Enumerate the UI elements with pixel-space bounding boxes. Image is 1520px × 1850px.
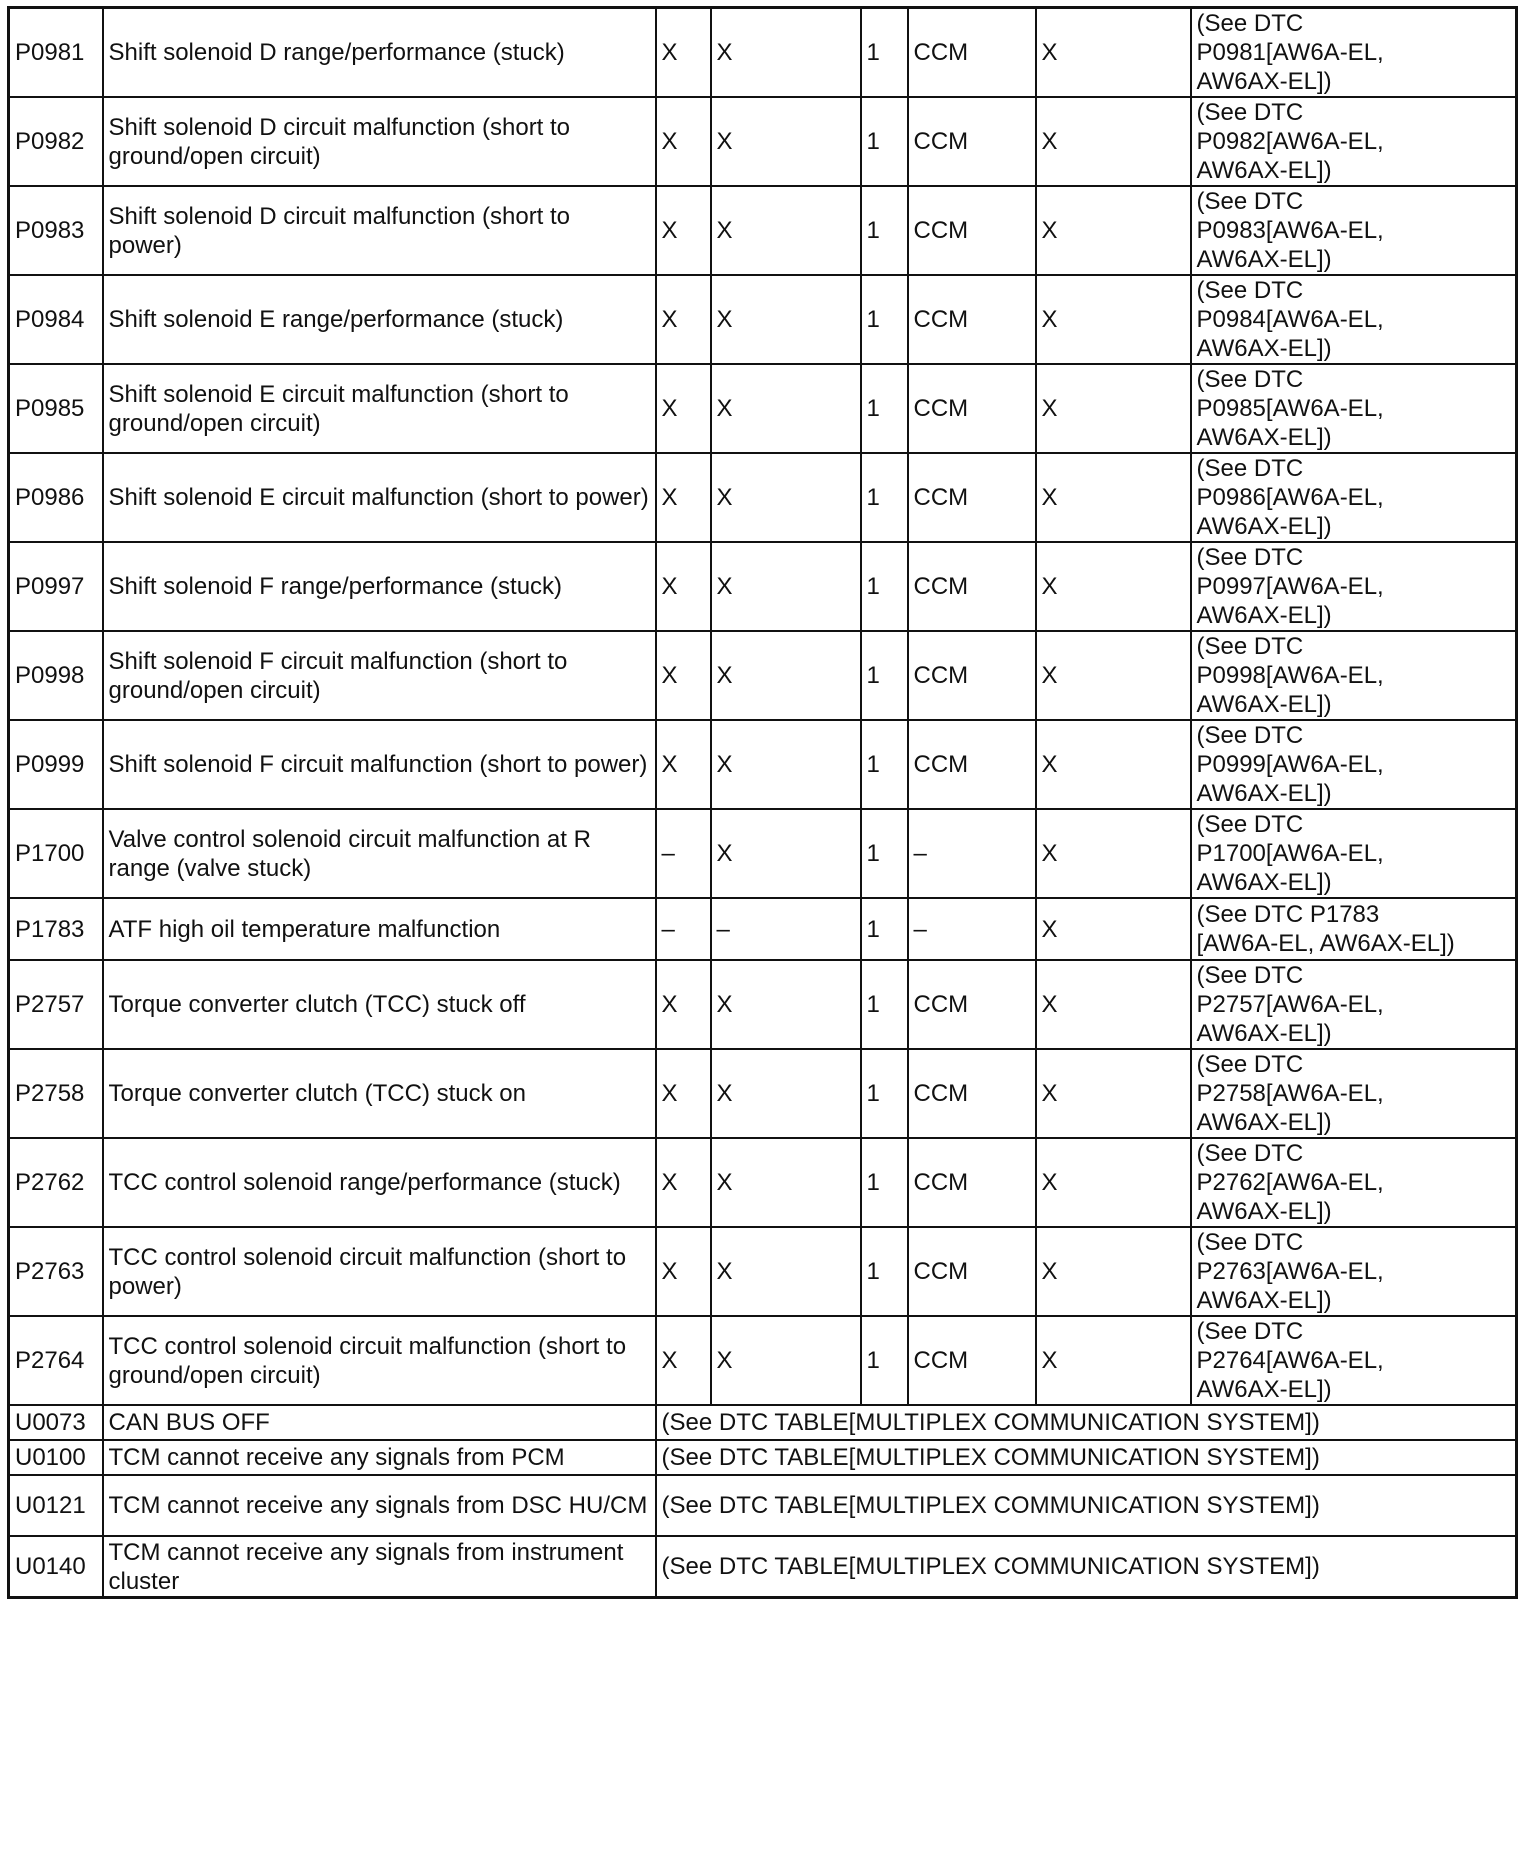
reference-line: P0983[AW6A-EL,: [1196, 217, 1384, 244]
flag-cell: –: [711, 898, 861, 960]
flag-cell: X: [656, 1316, 711, 1405]
dtc-code: U0140: [9, 1536, 103, 1598]
reference-line: (See DTC: [1196, 811, 1304, 838]
reference-line: AW6AX-EL]): [1196, 1198, 1332, 1225]
dtc-description: Torque converter clutch (TCC) stuck on: [103, 1049, 656, 1138]
dtc-code: P1783: [9, 898, 103, 960]
dtc-description: Shift solenoid E circuit malfunction (short to ground/open circuit): [103, 364, 656, 453]
reference-note: [1191, 542, 1517, 631]
flag-cell: X: [656, 720, 711, 809]
reference-line: (See DTC: [1196, 962, 1304, 989]
flag-cell: X: [711, 1316, 861, 1405]
dtc-description: TCC control solenoid range/performance (stuck): [103, 1138, 656, 1227]
table-row: [9, 1475, 1517, 1536]
table-row: [9, 453, 1517, 542]
monitor-item: CCM: [908, 8, 1036, 98]
flag-cell: X: [711, 960, 861, 1049]
reference-line: P2757[AW6A-EL,: [1196, 991, 1384, 1018]
table-row: [9, 809, 1517, 898]
flag-cell: X: [711, 275, 861, 364]
flag-cell: X: [711, 1049, 861, 1138]
flag-cell: X: [656, 1138, 711, 1227]
reference-note: [1191, 1049, 1517, 1138]
reference-line: P0999[AW6A-EL,: [1196, 751, 1384, 778]
table-row: [9, 97, 1517, 186]
trip-count: 1: [861, 453, 908, 542]
dtc-description: Shift solenoid D circuit malfunction (short to power): [103, 186, 656, 275]
dtc-code: P0999: [9, 720, 103, 809]
dtc-code: P0984: [9, 275, 103, 364]
dtc-code: U0073: [9, 1405, 103, 1440]
flag-cell: X: [1036, 1138, 1191, 1227]
monitor-item: CCM: [908, 542, 1036, 631]
reference-note: [1191, 8, 1517, 98]
reference-line: (See DTC: [1196, 1229, 1304, 1256]
monitor-item: CCM: [908, 275, 1036, 364]
reference-note: [1191, 97, 1517, 186]
flag-cell: X: [711, 186, 861, 275]
reference-line: AW6AX-EL]): [1196, 602, 1332, 629]
flag-cell: X: [1036, 364, 1191, 453]
monitor-item: CCM: [908, 186, 1036, 275]
trip-count: 1: [861, 809, 908, 898]
dtc-code: U0121: [9, 1475, 103, 1536]
reference-line: AW6AX-EL]): [1196, 1287, 1332, 1314]
trip-count: 1: [861, 898, 908, 960]
reference-line: P2764[AW6A-EL,: [1196, 1347, 1384, 1374]
dtc-code: P0981: [9, 8, 103, 98]
dtc-code: P1700: [9, 809, 103, 898]
reference-line: P2762[AW6A-EL,: [1196, 1169, 1384, 1196]
table-row: [9, 1536, 1517, 1598]
reference-line: AW6AX-EL]): [1196, 68, 1332, 95]
flag-cell: X: [1036, 186, 1191, 275]
trip-count: 1: [861, 542, 908, 631]
reference-line: P0984[AW6A-EL,: [1196, 306, 1384, 333]
dtc-code: P0982: [9, 97, 103, 186]
reference-note: [1191, 1138, 1517, 1227]
flag-cell: X: [711, 720, 861, 809]
table-row: [9, 720, 1517, 809]
table-row: [9, 1440, 1517, 1475]
reference-line: P2758[AW6A-EL,: [1196, 1080, 1384, 1107]
reference-line: P0985[AW6A-EL,: [1196, 395, 1384, 422]
flag-cell: X: [1036, 960, 1191, 1049]
table-row: [9, 1227, 1517, 1316]
dtc-code: P0985: [9, 364, 103, 453]
monitor-item: CCM: [908, 720, 1036, 809]
dtc-code: P2763: [9, 1227, 103, 1316]
dtc-code: P2757: [9, 960, 103, 1049]
dtc-code: P0986: [9, 453, 103, 542]
flag-cell: X: [1036, 542, 1191, 631]
dtc-code: P2758: [9, 1049, 103, 1138]
flag-cell: X: [711, 542, 861, 631]
flag-cell: X: [1036, 97, 1191, 186]
dtc-code: P0997: [9, 542, 103, 631]
table-row: [9, 1316, 1517, 1405]
flag-cell: X: [656, 364, 711, 453]
flag-cell: X: [1036, 898, 1191, 960]
flag-cell: X: [656, 631, 711, 720]
reference-note: [1191, 898, 1517, 960]
flag-cell: X: [711, 364, 861, 453]
reference-line: AW6AX-EL]): [1196, 246, 1332, 273]
dtc-description: Valve control solenoid circuit malfunction at R range (valve stuck): [103, 809, 656, 898]
trip-count: 1: [861, 1138, 908, 1227]
dtc-description: TCC control solenoid circuit malfunction (short to ground/open circuit): [103, 1316, 656, 1405]
monitor-item: CCM: [908, 364, 1036, 453]
dtc-code: P0983: [9, 186, 103, 275]
table-row: [9, 960, 1517, 1049]
reference-line: (See DTC: [1196, 455, 1304, 482]
monitor-item: CCM: [908, 1227, 1036, 1316]
reference-note: (See DTC TABLE[MULTIPLEX COMMUNICATION SYSTEM]): [656, 1440, 1517, 1475]
table-row: [9, 542, 1517, 631]
flag-cell: X: [1036, 275, 1191, 364]
monitor-item: –: [908, 898, 1036, 960]
reference-line: P0982[AW6A-EL,: [1196, 128, 1384, 155]
reference-line: P0986[AW6A-EL,: [1196, 484, 1384, 511]
reference-note: [1191, 1316, 1517, 1405]
reference-line: (See DTC: [1196, 277, 1304, 304]
reference-line: P1700[AW6A-EL,: [1196, 840, 1384, 867]
dtc-table-body: [9, 8, 1517, 1598]
dtc-description: Shift solenoid D range/performance (stuck): [103, 8, 656, 98]
trip-count: 1: [861, 1049, 908, 1138]
reference-line: AW6AX-EL]): [1196, 1376, 1332, 1403]
table-row: [9, 1405, 1517, 1440]
reference-note: [1191, 186, 1517, 275]
flag-cell: X: [1036, 720, 1191, 809]
dtc-description: Shift solenoid F circuit malfunction (short to power): [103, 720, 656, 809]
flag-cell: X: [1036, 809, 1191, 898]
flag-cell: X: [711, 809, 861, 898]
reference-note: [1191, 364, 1517, 453]
flag-cell: X: [711, 97, 861, 186]
flag-cell: X: [1036, 1316, 1191, 1405]
dtc-description: CAN BUS OFF: [103, 1405, 656, 1440]
dtc-description: ATF high oil temperature malfunction: [103, 898, 656, 960]
monitor-item: CCM: [908, 453, 1036, 542]
monitor-item: CCM: [908, 631, 1036, 720]
flag-cell: X: [656, 97, 711, 186]
monitor-item: –: [908, 809, 1036, 898]
reference-line: AW6AX-EL]): [1196, 335, 1332, 362]
trip-count: 1: [861, 720, 908, 809]
flag-cell: X: [656, 1227, 711, 1316]
reference-line: [AW6A-EL, AW6AX-EL]): [1196, 930, 1455, 957]
reference-line: (See DTC: [1196, 722, 1304, 749]
flag-cell: X: [711, 453, 861, 542]
dtc-description: TCC control solenoid circuit malfunction (short to power): [103, 1227, 656, 1316]
dtc-code: P2764: [9, 1316, 103, 1405]
flag-cell: X: [1036, 631, 1191, 720]
flag-cell: –: [656, 898, 711, 960]
flag-cell: –: [656, 809, 711, 898]
dtc-description: Shift solenoid E circuit malfunction (short to power): [103, 453, 656, 542]
dtc-description: Shift solenoid E range/performance (stuck): [103, 275, 656, 364]
flag-cell: X: [1036, 8, 1191, 98]
trip-count: 1: [861, 8, 908, 98]
table-row: [9, 1138, 1517, 1227]
reference-line: AW6AX-EL]): [1196, 157, 1332, 184]
trip-count: 1: [861, 1227, 908, 1316]
reference-line: (See DTC: [1196, 633, 1304, 660]
flag-cell: X: [711, 1138, 861, 1227]
reference-line: (See DTC: [1196, 544, 1304, 571]
trip-count: 1: [861, 1316, 908, 1405]
reference-line: (See DTC: [1196, 1318, 1304, 1345]
flag-cell: X: [711, 1227, 861, 1316]
reference-line: (See DTC: [1196, 99, 1304, 126]
trip-count: 1: [861, 364, 908, 453]
reference-line: AW6AX-EL]): [1196, 424, 1332, 451]
reference-line: AW6AX-EL]): [1196, 1020, 1332, 1047]
monitor-item: CCM: [908, 1138, 1036, 1227]
dtc-description: Shift solenoid F range/performance (stuck): [103, 542, 656, 631]
monitor-item: CCM: [908, 960, 1036, 1049]
reference-note: (See DTC TABLE[MULTIPLEX COMMUNICATION SYSTEM]): [656, 1475, 1517, 1536]
table-row: [9, 364, 1517, 453]
table-row: [9, 186, 1517, 275]
dtc-code: P2762: [9, 1138, 103, 1227]
reference-note: [1191, 1227, 1517, 1316]
reference-note: (See DTC TABLE[MULTIPLEX COMMUNICATION SYSTEM]): [656, 1536, 1517, 1598]
reference-note: [1191, 960, 1517, 1049]
flag-cell: X: [656, 453, 711, 542]
reference-line: P0997[AW6A-EL,: [1196, 573, 1384, 600]
reference-line: AW6AX-EL]): [1196, 869, 1332, 896]
reference-line: P2763[AW6A-EL,: [1196, 1258, 1384, 1285]
reference-note: [1191, 453, 1517, 542]
table-row: [9, 1049, 1517, 1138]
dtc-description: Shift solenoid F circuit malfunction (short to ground/open circuit): [103, 631, 656, 720]
table-row: [9, 631, 1517, 720]
monitor-item: CCM: [908, 97, 1036, 186]
dtc-description: TCM cannot receive any signals from PCM: [103, 1440, 656, 1475]
reference-line: AW6AX-EL]): [1196, 780, 1332, 807]
trip-count: 1: [861, 97, 908, 186]
flag-cell: X: [1036, 1227, 1191, 1316]
reference-line: AW6AX-EL]): [1196, 691, 1332, 718]
flag-cell: X: [656, 1049, 711, 1138]
reference-line: (See DTC: [1196, 366, 1304, 393]
trip-count: 1: [861, 275, 908, 364]
reference-line: AW6AX-EL]): [1196, 513, 1332, 540]
table-row: [9, 275, 1517, 364]
table-row: [9, 898, 1517, 960]
dtc-code: P0998: [9, 631, 103, 720]
flag-cell: X: [656, 542, 711, 631]
reference-line: P0981[AW6A-EL,: [1196, 39, 1384, 66]
monitor-item: CCM: [908, 1049, 1036, 1138]
reference-line: AW6AX-EL]): [1196, 1109, 1332, 1136]
flag-cell: X: [1036, 1049, 1191, 1138]
table-row: [9, 8, 1517, 98]
reference-line: (See DTC: [1196, 1051, 1304, 1078]
reference-line: (See DTC: [1196, 1140, 1304, 1167]
reference-note: [1191, 809, 1517, 898]
dtc-description: TCM cannot receive any signals from DSC HU/CM: [103, 1475, 656, 1536]
dtc-description: TCM cannot receive any signals from instrument cluster: [103, 1536, 656, 1598]
trip-count: 1: [861, 631, 908, 720]
dtc-description: Shift solenoid D circuit malfunction (short to ground/open circuit): [103, 97, 656, 186]
dtc-code: U0100: [9, 1440, 103, 1475]
trip-count: 1: [861, 186, 908, 275]
flag-cell: X: [656, 186, 711, 275]
flag-cell: X: [656, 275, 711, 364]
flag-cell: X: [1036, 453, 1191, 542]
reference-note: (See DTC TABLE[MULTIPLEX COMMUNICATION SYSTEM]): [656, 1405, 1517, 1440]
flag-cell: X: [711, 631, 861, 720]
flag-cell: X: [656, 8, 711, 98]
reference-line: (See DTC: [1196, 10, 1304, 37]
reference-note: [1191, 631, 1517, 720]
flag-cell: X: [656, 960, 711, 1049]
reference-line: P0998[AW6A-EL,: [1196, 662, 1384, 689]
trip-count: 1: [861, 960, 908, 1049]
dtc-table: [7, 6, 1518, 1599]
monitor-item: CCM: [908, 1316, 1036, 1405]
flag-cell: X: [711, 8, 861, 98]
dtc-description: Torque converter clutch (TCC) stuck off: [103, 960, 656, 1049]
reference-line: (See DTC P1783: [1196, 901, 1380, 928]
reference-line: (See DTC: [1196, 188, 1304, 215]
reference-note: [1191, 275, 1517, 364]
reference-note: [1191, 720, 1517, 809]
